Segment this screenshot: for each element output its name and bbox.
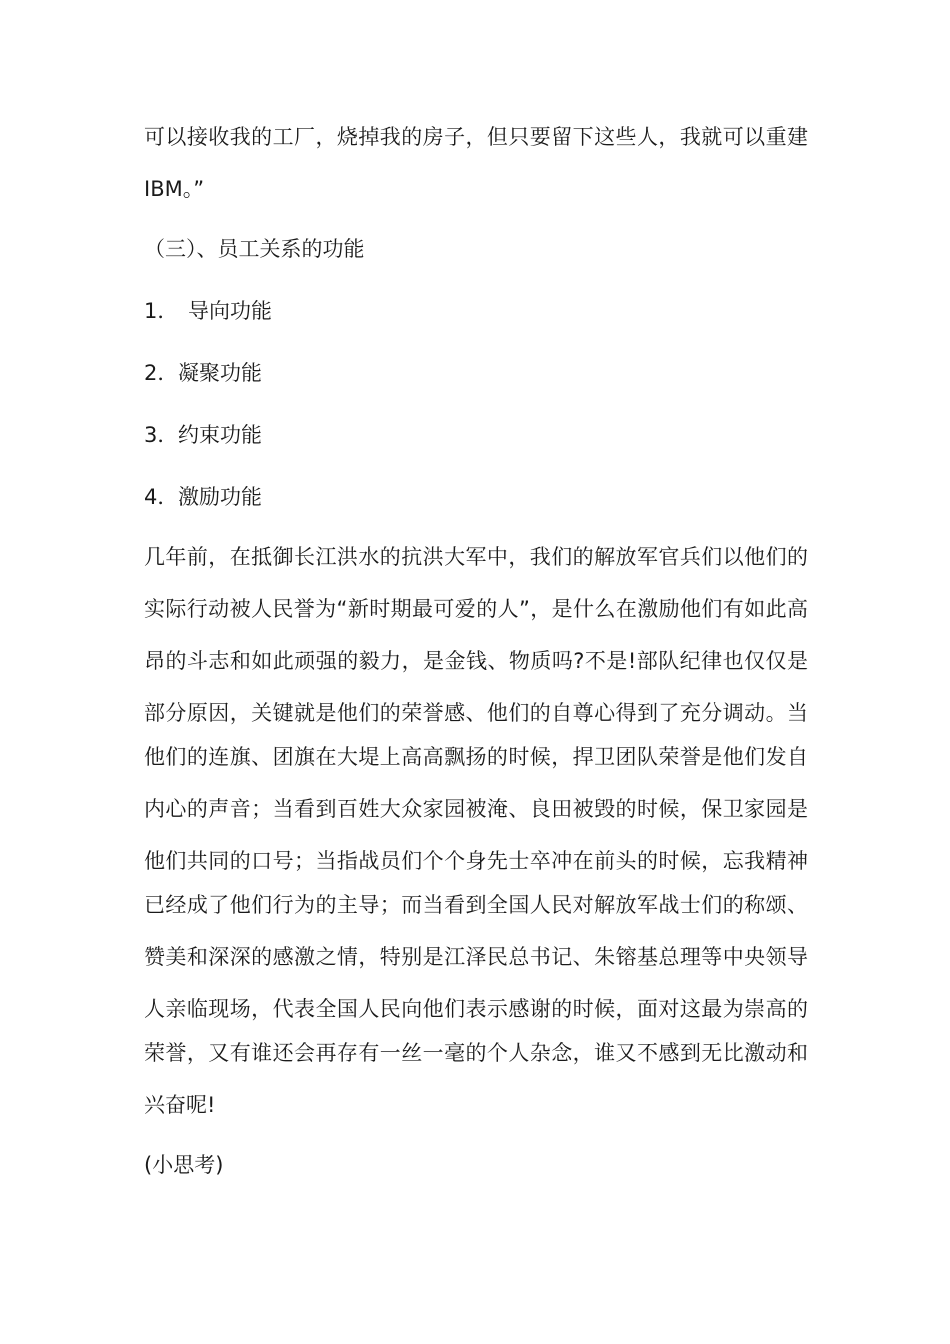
function-item-4 bbox=[144, 484, 262, 510]
function-item-2 bbox=[144, 360, 262, 386]
paragraph-line: 他们的连旗、团旗在大堤上高高飘扬的时候，捍卫团队荣誉是他们发自 bbox=[144, 745, 808, 769]
function-item-number: 3． bbox=[144, 423, 179, 447]
function-item-number: 2． bbox=[144, 361, 179, 385]
function-item-label: 激励功能 bbox=[178, 485, 262, 509]
paragraph-line: 内心的声音；当看到百姓大众家园被淹、良田被毁的时候，保卫家园是 bbox=[144, 797, 808, 821]
paragraph-line: 兴奋呢! bbox=[144, 1093, 216, 1117]
paragraph-line: 昂的斗志和如此顽强的毅力，是金钱、物质吗?不是!部队纪律也仅仅是 bbox=[144, 649, 808, 673]
paragraph-line: 实际行动被人民誉为“新时期最可爱的人”，是什么在激励他们有如此高 bbox=[144, 597, 808, 621]
function-item-number: 4． bbox=[144, 485, 179, 509]
closing-note: (小思考) bbox=[144, 1153, 224, 1177]
function-item-number: 1． bbox=[144, 299, 179, 323]
function-item-label: 约束功能 bbox=[178, 423, 262, 447]
function-item-3 bbox=[144, 422, 262, 448]
paragraph-line: 荣誉，又有谁还会再存有一丝一毫的个人杂念，谁又不感到无比激动和 bbox=[144, 1041, 808, 1065]
paragraph-line: 人亲临现场，代表全国人民向他们表示感谢的时候，面对这最为崇高的 bbox=[144, 997, 808, 1021]
paragraph-line: 他们共同的口号；当指战员们个个身先士卒冲在前头的时候，忘我精神 bbox=[144, 849, 808, 873]
continuation-line-1: 可以接收我的工厂，烧掉我的房子，但只要留下这些人，我就可以重建 bbox=[144, 125, 808, 149]
paragraph-line: 部分原因，关键就是他们的荣誉感、他们的自尊心得到了充分调动。当 bbox=[144, 701, 808, 725]
paragraph-line: 几年前，在抵御长江洪水的抗洪大军中，我们的解放军官兵们以他们的 bbox=[144, 545, 808, 569]
section-heading: （三）、员工关系的功能 bbox=[144, 237, 365, 261]
paragraph-line: 赞美和深深的感激之情，特别是江泽民总书记、朱镕基总理等中央领导 bbox=[144, 945, 808, 969]
continuation-line-2: IBM。” bbox=[144, 177, 205, 201]
function-item-label: 导向功能 bbox=[188, 299, 272, 323]
function-item-1 bbox=[144, 298, 272, 324]
paragraph-line: 已经成了他们行为的主导；而当看到全国人民对解放军战士们的称颂、 bbox=[144, 893, 808, 917]
function-item-label: 凝聚功能 bbox=[178, 361, 262, 385]
